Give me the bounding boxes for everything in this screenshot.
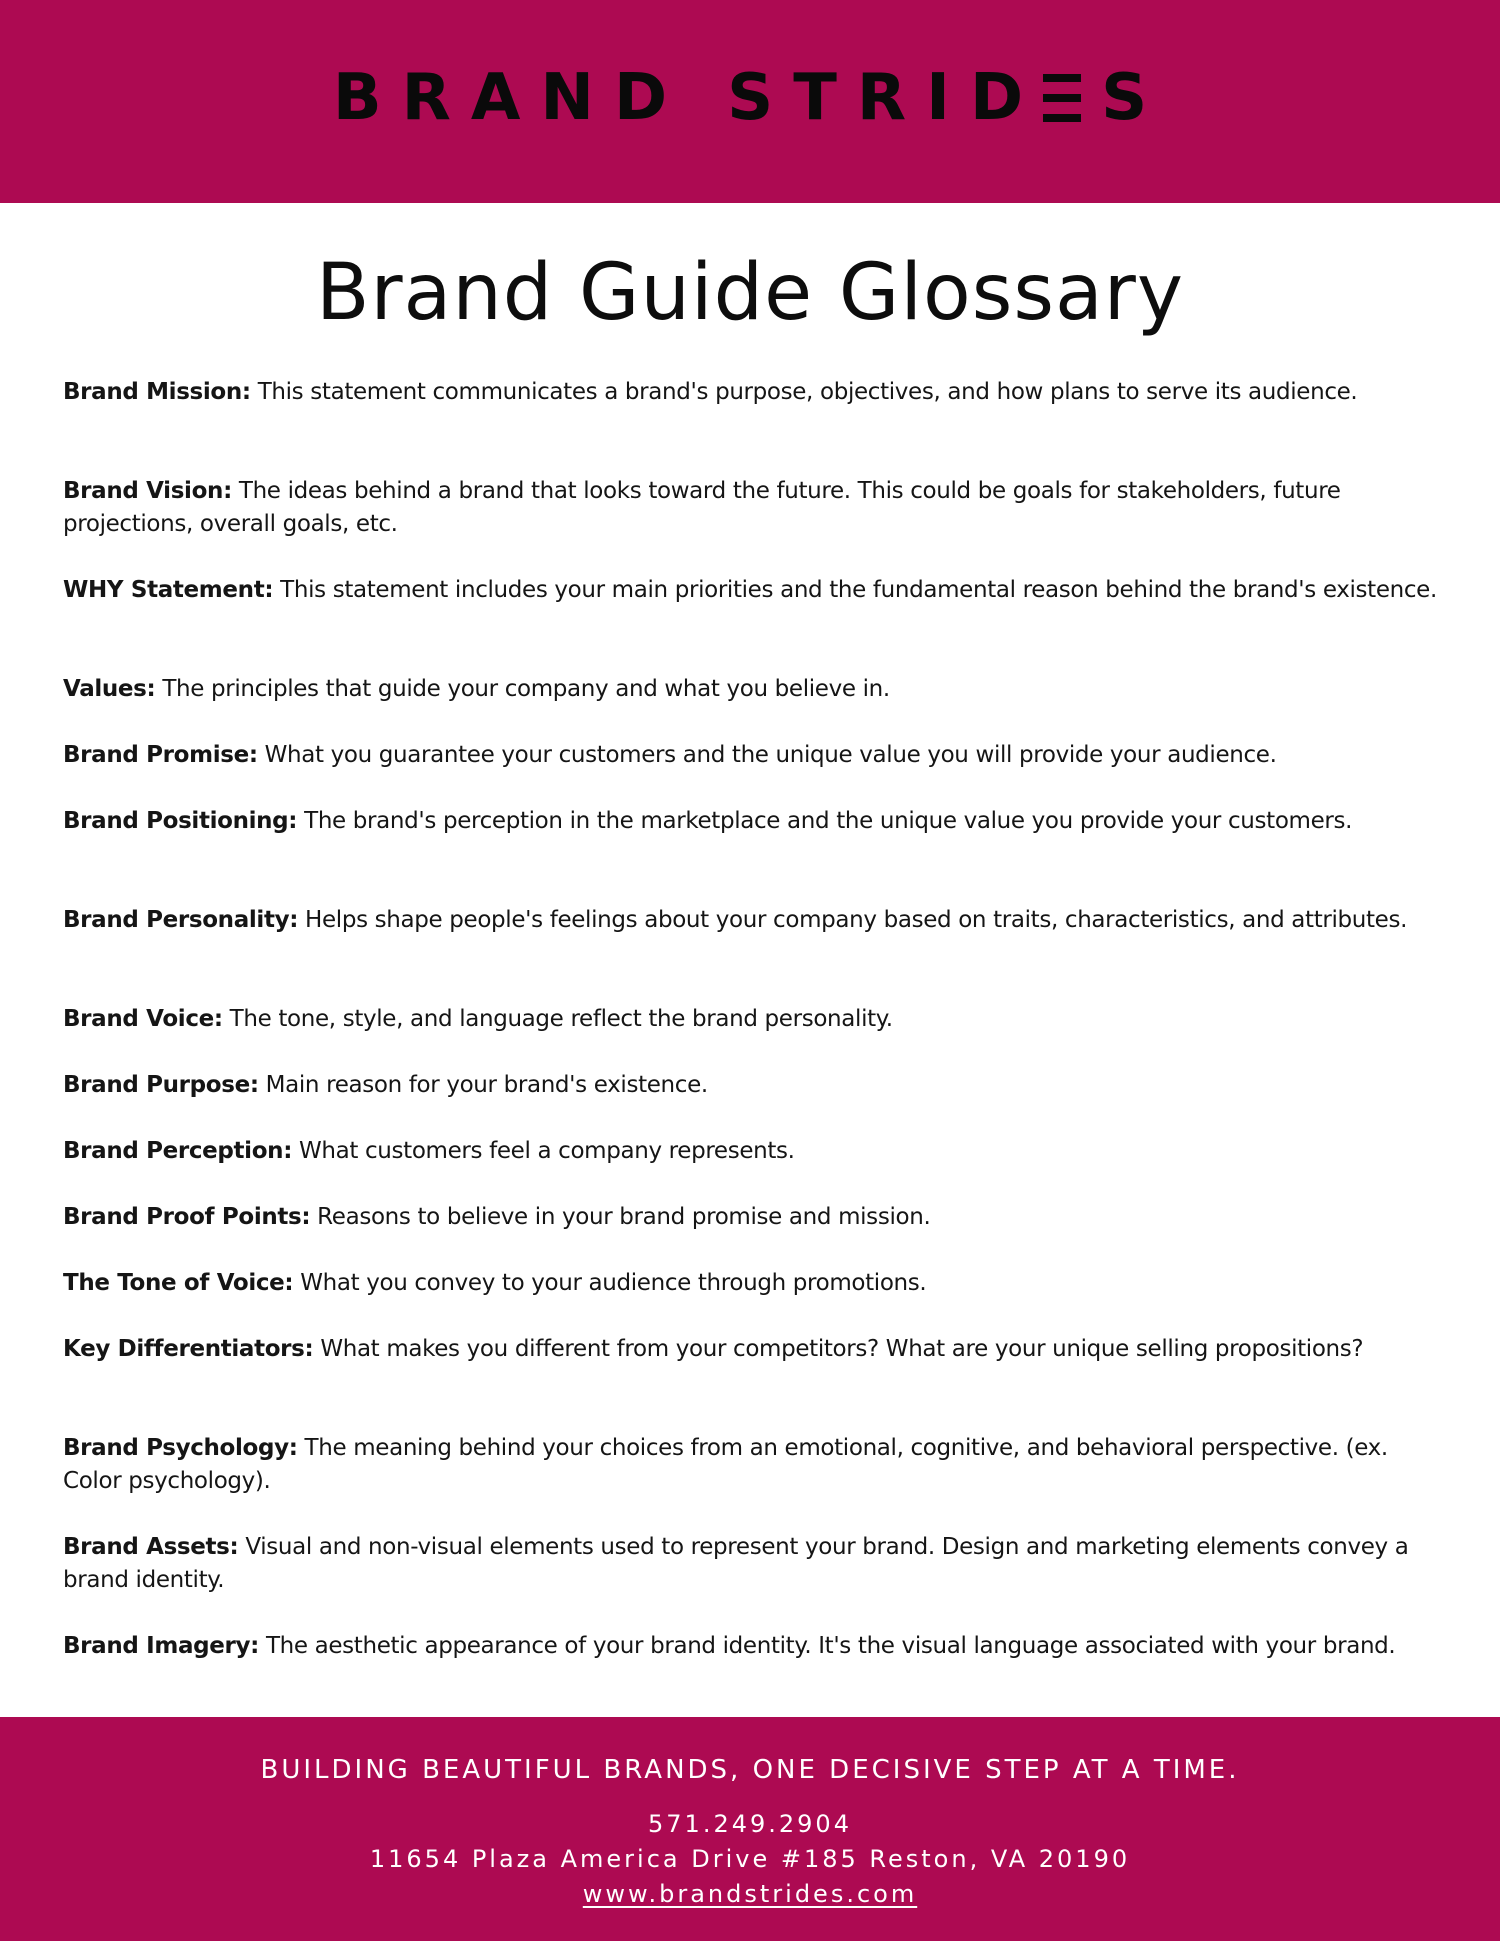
glossary-entry [63,673,1448,739]
glossary-term: Brand Imagery: [63,1633,259,1659]
glossary-term: WHY Statement: [63,577,274,603]
glossary-definition: This statement includes your main priorities and the fundamental reason behind the brand's existence. [273,577,1437,603]
glossary-definition: The ideas behind a brand that looks toward the future. This could be goals for stakeholders, future projections, overall goals, etc. [63,478,1341,537]
glossary-definition: The meaning behind your choices from an emotional, cognitive, and behavioral perspective. (ex. Color psychology). [63,1435,1388,1494]
glossary-definition: Reasons to believe in your brand promise and mission. [310,1204,931,1230]
website-link[interactable]: www.brandstrides.com [582,1880,918,1908]
header-banner [0,0,1500,203]
glossary-definition: The brand's perception in the marketplace and the unique value you provide your customers. [297,808,1353,834]
footer-banner [0,1717,1500,1941]
glossary-term: Key Differentiators: [63,1336,314,1362]
glossary-entry [63,1201,1448,1267]
footer-phone: 571.249.2904 [648,1810,852,1838]
glossary-term: Brand Promise: [63,742,258,768]
glossary-definition: The tone, style, and language reflect the brand personality. [222,1006,893,1032]
glossary-definition: Helps shape people's feelings about your company based on traits, characteristics, and attributes. [298,907,1408,933]
glossary-definition: The aesthetic appearance of your brand identity. It's the visual language associated with your brand. [258,1633,1396,1659]
glossary-entry [63,1630,1448,1729]
glossary-entry [63,574,1448,673]
glossary-entry [63,1267,1448,1333]
glossary-definition: What customers feel a company represents. [292,1138,795,1164]
glossary-definition: What you guarantee your customers and the unique value you will provide your audience. [257,742,1277,768]
logo-word-s: S [1101,60,1168,135]
glossary-definition: Visual and non-visual elements used to represent your brand. Design and marketing elements convey a brand identity. [63,1534,1409,1593]
glossary-entry [63,376,1448,475]
glossary-term: Brand Vision: [63,478,232,504]
glossary-term: Brand Voice: [63,1006,223,1032]
glossary-term: Brand Psychology: [63,1435,298,1461]
glossary-term: The Tone of Voice: [63,1270,294,1296]
logo-word-brand: BRAND [332,60,688,135]
footer-tagline: BUILDING BEAUTIFUL BRANDS, ONE DECISIVE STEP AT A TIME. [260,1755,1240,1785]
glossary-entry [63,1069,1448,1135]
glossary-definition: What makes you different from your competitors? What are your unique selling propositions? [313,1336,1364,1362]
glossary-term: Brand Personality: [63,907,299,933]
glossary-entry [63,805,1448,904]
glossary-entry [63,1432,1448,1531]
footer-website [0,1880,1500,1908]
glossary-entry [63,1531,1448,1630]
glossary-term: Brand Purpose: [63,1072,259,1098]
logo-stripes-e-icon [1043,74,1081,122]
glossary-entry [63,739,1448,805]
glossary-term: Brand Positioning: [63,808,298,834]
glossary-term: Brand Assets: [63,1534,239,1560]
footer-address: 11654 Plaza America Drive #185 Reston, VA 20190 [369,1845,1131,1873]
glossary-term: Brand Proof Points: [63,1204,311,1230]
glossary-entry [63,1135,1448,1201]
glossary-definition: This statement communicates a brand's purpose, objectives, and how plans to serve its audience. [250,379,1358,405]
glossary-definition: What you convey to your audience through promotions. [293,1270,927,1296]
logo-word-strid: STRID [727,60,1044,135]
glossary-entry [63,1003,1448,1069]
glossary-definition: Main reason for your brand's existence. [258,1072,708,1098]
glossary-entry [63,904,1448,1003]
glossary-entry [63,475,1448,574]
glossary-term: Brand Perception: [63,1138,293,1164]
glossary-term: Brand Mission: [63,379,251,405]
glossary-term: Values: [63,676,156,702]
page-title: Brand Guide Glossary [315,248,1185,338]
glossary-definition: The principles that guide your company and what you believe in. [155,676,890,702]
brand-logo [332,60,1168,135]
glossary-entry [63,1333,1448,1432]
glossary-list [63,376,1448,1729]
